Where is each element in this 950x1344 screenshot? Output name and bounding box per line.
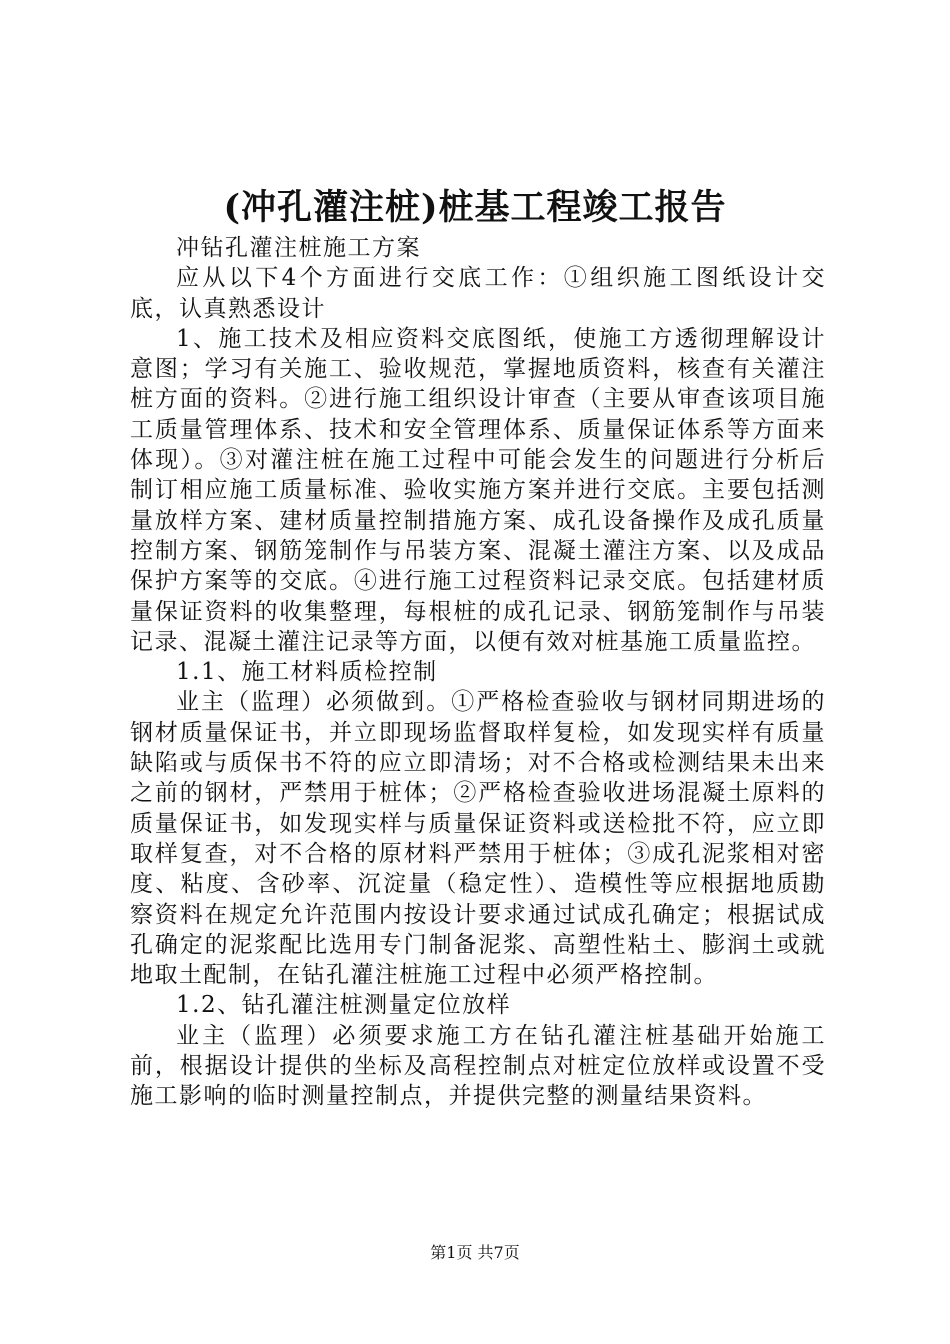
paragraph-section-1-1: 业主（监理）必须做到。①严格检查验收与钢材同期进场的钢材质量保证书，并立即现场监督取样复检，如发现实样有质量缺陷或与质保书不符的应立即清场；对不合格或检测结果未出来之前的钢材，严禁用于桩体；②严格检查验收进场混凝土原料的质量保证书，如发现实样与质量保证资料或送检批不符，应立即取样复查，对不合格的原材料严禁用于桩体；③成孔泥浆相对密度、粘度、含砂率、沉淀量（稳定性）、造模性等应根据地质勘察资料在规定允许范围内按设计要求通过试成孔确定；根据试成孔确定的泥浆配比选用专门制备泥浆、高塑性粘土、膨润土或就地取土配制，在钻孔灌注桩施工过程中必须严格控制。 xyxy=(130,689,826,989)
paragraph-intro: 应从以下4个方面进行交底工作：①组织施工图纸设计交底，认真熟悉设计 xyxy=(130,265,826,322)
paragraph-section-1-2: 业主（监理）必须要求施工方在钻孔灌注桩基础开始施工前，根据设计提供的坐标及高程控制点对桩定位放样或设置不受施工影响的临时测量控制点，并提供完整的测量结果资料。 xyxy=(130,1022,826,1110)
paragraph-plan-heading: 冲钻孔灌注桩施工方案 xyxy=(176,235,421,261)
page-number-footer: 第1页 共7页 xyxy=(430,1243,520,1262)
document-body xyxy=(130,233,826,1112)
document-title: (冲孔灌注桩)桩基工程竣工报告 xyxy=(223,187,727,228)
paragraph-section-1: 1、施工技术及相应资料交底图纸，使施工方透彻理解设计意图；学习有关施工、验收规范，掌握地质资料，核查有关灌注桩方面的资料。②进行施工组织设计审查（主要从审查该项目施工质量管理体系、技术和安全管理体系、质量保证体系等方面来体现）。③对灌注桩在施工过程中可能会发生的问题进行分析后制订相应施工质量标准、验收实施方案并进行交底。主要包括测量放样方案、建材质量控制措施方案、成孔设备操作及成孔质量控制方案、钢筋笼制作与吊装方案、混凝土灌注方案、以及成品保护方案等的交底。④进行施工过程资料记录交底。包括建材质量保证资料的收集整理，每根桩的成孔记录、钢筋笼制作与吊装记录、混凝土灌注记录等方面，以便有效对桩基施工质量监控。 xyxy=(130,325,826,655)
paragraph-heading-1-1: 1.1、施工材料质检控制 xyxy=(176,659,438,686)
paragraph-heading-1-2: 1.2、钻孔灌注桩测量定位放样 xyxy=(176,992,512,1019)
